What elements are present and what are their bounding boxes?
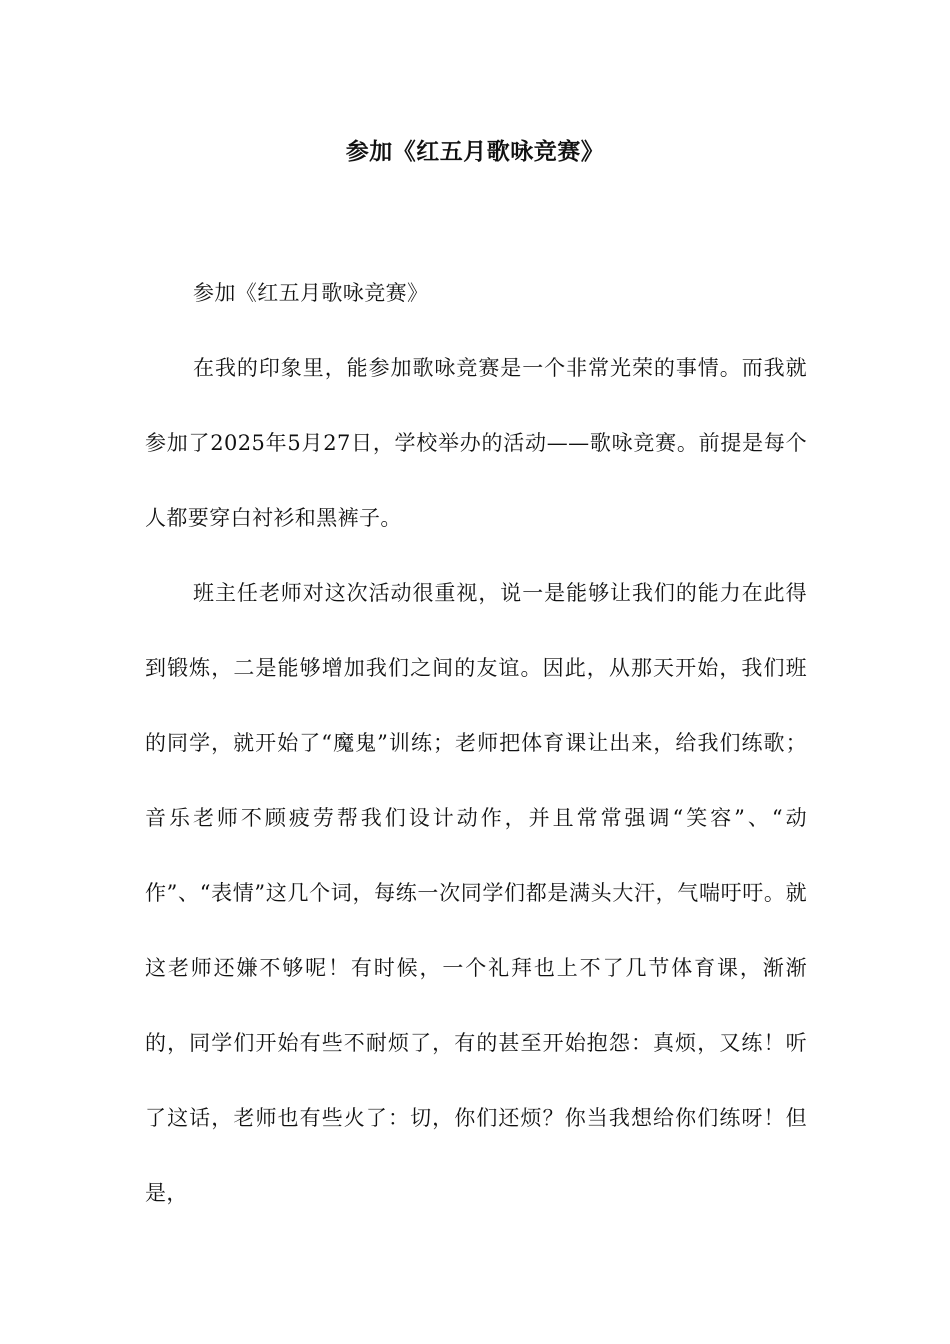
paragraph-training: 班主任老师对这次活动很重视，说一是能够让我们的能力在此得到锻炼，二是能够增加我们之间的友谊。因此，从那天开始，我们班的同学，就开始了“魔鬼”训练；老师把体育课让出来，给我们练歌；音乐老师不顾疲劳帮我们设计动作，并且常常强调“笑容”、“动作”、“表情”这几个词，每练一次同学们都是满头大汗，气喘吁吁。就这老师还嫌不够呢！有时候，一个礼拜也上不了几节体育课，渐渐的，同学们开始有些不耐烦了，有的甚至开始抱怨：真烦，又练！听了这话，老师也有些火了：切，你们还烦？你当我想给你们练呀！但是， — [145, 581, 807, 1205]
paragraph-subtitle: 参加《红五月歌咏竞赛》 — [193, 281, 429, 305]
paragraph-intro: 在我的印象里，能参加歌咏竞赛是一个非常光荣的事情。而我就参加了2025年5月27日，学校举办的活动——歌咏竞赛。前提是每个人都要穿白衬衫和黑裤子。 — [145, 356, 807, 530]
document-body — [145, 256, 807, 1231]
document-title: 参加《红五月歌咏竞赛》 — [345, 138, 605, 165]
